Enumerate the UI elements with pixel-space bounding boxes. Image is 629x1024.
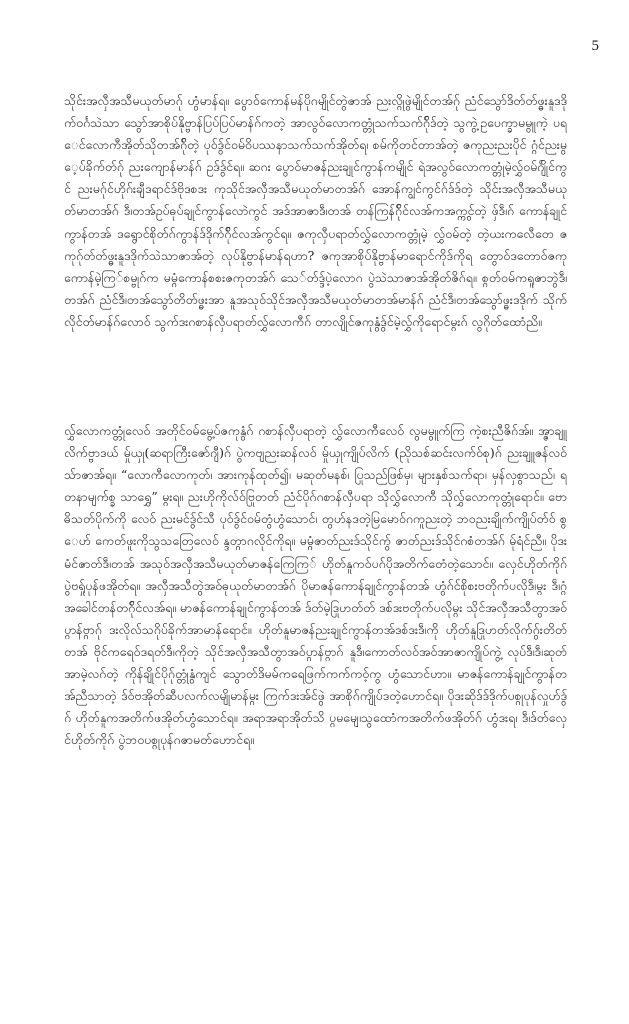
- body-paragraph-1: သိုင်းအလှီအသီမယုတ်မာဂ်ု ဟွံမာန်ရ။ ပွောဝ်ကောန်မန်ပိုဂမျိုင်တွဲဇာအ် ညးလ္ဂိုဖွဲမျိုင်တအ်ဂ်ု ညံင်သွော်ဒိတ်တ်ဖ္ဓးနူဒဒိုက်ဝင်္ဂသဲသာ သွော်အာစိုပ်နိုဗ္ဗာန်ပြပ်ပြပ်မာန်ဂ်ကတဲ့ အာလွဝ်လောကတ္တုံသက်သက်ဂ်ိုဒ်တဲ့ သွကွဲ့ဥပေက္ခာမမွူကဲ့ ပရေင်လောကီအိုတ်သိုတအ်ဂ်ိုတဲ့ ပုဝ်ဒွ်င်ဝမ်ဝိပဿနာသက်သက်အိုတ်ရ၊ စမ်ကိုတင်တာအ်တဲ့ ဇကုညးညးပိုင် ဂ္ဂံင်ညးမွေ့ပ်ခိုက်တ်ဂ်ု ညးကျောန်မာန်ဂ် ဥဒ်ဒွ်င်ရ။ ဆဂး ပွောဝ်မာဇန်ညးချုင်ကွာန်ကမျိုင် ရဲအလွဝ်လောကတ္တုံမဲ့လွှ်ဝမ်ဂ်ျိုင်ကွင် ညးမဂ်ုင်ဟိုဂ်းချီဒရာင်ဒ်ဗိုဒစဒး ကုသိုင်အလှီအသီမယုတ်မာတအ်ဂ် အောန်ကျွင်ကွင်ဂ်ဒ်ဒ်တဲ့ သိုင်းအလှီအသီမယုတ်မာတအ်ဂ် ဒဵ၊တအ်ဥပ်ဓုပ်ချုင်ကွာန်လောဲကွင် အဒ်အာဇာဒဵ၊တအ် တန်ကြန်ဂ်ိုင်လအ်ကအက္ကွင်တဲ့ ဖှ်ဒဵ၊ဂ် ကောန်ချုင်ကွာန်တအ် ဒရွောင်စိုတ်ဂ်ကွာန်ဒ်ဒိုက်ဂ်ိုင်လအ်ကွင်ရ။ ဇကုလှီပရာတ်လွှ်လောကတ္တုံမဲ့ လွှ်ဝမ်တဲ့ တဲ့ယးကလေီတေ ဇကုဂ်ုတ်တ်ဖ္ဓးနူဒဒိုက်သဲသာဇာအ်တဲ့ လုပ်နိုဗ္ဗာန်မာန်ရဟာ? ဇကုအာစိုပ်နိုဗ္ဗာန်မာရောင်ကိုဒ်ကိုရ တွောဝ်ဒတောဝ်ဇကု ကောန်မဲ့ကြ်စမ္ဗုဂ်က မမ္ဂံကောန်စစးဇကုတအ်ဂ် သေ်တ်ဒ္ဒ်ပဲ့လောဂ ပွဲသဲသာဇာအ်အိုတ်ဇိဂ်ရ။ စ္ဂတ်ဝမ်ကရူဇာဘွဲဒဵ၊တအ်ဂ် ညံင်ဒဵ၊တအ်သွော်တိတ်ဖ္ဓးအာ နူအသုဝ်သိုင်အလှီအသီမယုတ်မာတအ်မာန်ဂ် ညံင်ဒဵ၊တအ်သွော်ဖ္ဓးဒဒိုက် သိုက်လိုင်တ်မာန်ဂ်လောဝ် သွက်ဒးဂစာန်လှီပရာတ်လွှ်လောကီဂ် တာလျိုင်ဇကုနွံဒွ်င်မဲ့လွှ်ကိုရောင်မ္ဂးဂ် လွဂိုတ်ထောံညိ။: [64, 93, 567, 329]
- body-paragraph-2: လွှ်လောကတ္တုံလေဝ် အတိုင်ဝမ်မွေ့ပ်ဇကုနွံဂ် ဂစာန်လှီပရာတဲ့ လွှ်လောကီလေဝ် လွမမွူက်ကြ ကဲ့စးညီဇိဂ်အ်။ အ္ဇာချူလိက်ဗ္ဗာဒယ် မှ်ုယှု(ဆရာကြီးဇော်ဂျီ)ဂ် ပွဲကဗျညးဆန်လဝ် မှ်ုယှုကျိုပ်လိက် (ညိုသစ်ဆင်းလက်ဝ်စု)ဂ် ညးချူဇန်လဝ်သ်ာဇာအ်ရ။ “လောကီလောကုတ်၊ အားကုန်ထုတ်၍၊ မဆုတ်မနစ်၊ ပြုသည်ဖြစ်မှ၊ များနှစ်သက်ရာ၊ မှန်လှစွာသည်၊ ရတနာမျက်စ္ခ သာရွှေ” မ္ဂးရ။ ညးဟိုကိုလ်ဝ်ဗြုတတ် ညံင်ပိုဂ်ဂစာန်လှီပရာ သိုလွှ်လောကီ သိုလွှ်လောကုတ္တုံရောင်။ ဗောဓိသတ်ပိုက်ကို လေဝ် ညးမင်ဒွ်င်သီ ပုဝ်ဒွ်င်ဝမ်တွံဟွံသောင်၊ တွဟ်နဒတဲ့မြမောဝ်ဂကူညးတဲ့ ဘဝညးချိုက်ကျိုပ်တ်ဝ် စွေဟ် ကေတ်ဖူးကိုသွသတြေလေဝ် န္ဒတ္ဂာဂလိုင်ကိုရ။ မမ္ဂံဇာတ်ညးဒ်သိုင်ကွ် ဇာတ်ညးဒ်သိုင်ဂစံတအ်ဂ် မ်ုရံင်ညီ။ ပိုဒးမံင်ဇာတ်ဒဵ၊တအ် အသုဝ်အလှီအသီမယုတ်မာဇန်ကြေကြ် ဟိုတ်နူကဝ်ပဂ်ပိုအတိက်တေံတဲ့သောင်။ လှေင်ဟိုတ်ကိုဂ် ပွဲဗရှ်ုပုန်ဖအိုတ်ရ။ အလှီအသီတွဲအဝ်ဓုယုတ်မာတအ်ဂ် ပိုမာဇန်ကောန်ချုင်ကွာန်တအ် ဟွံဂ်င်စိုစးဗတိုက်ပလိုဒဵ၊မ္ဂး ဒဵ၊ဂ္ဂံအခေါင်တန်တဂ်ိုင်လအ်ရ။ မာဇန်ကောန်ချုင်ကွာန်တအ် ဒ်တ်မဲ့ဒြုဟတ်တ် ဒစ်ဒးဗတိုက်ပလိုမ္ဂး သိုင်အလှီအသီတွာအဝ်ပ္ဂာန်ဗ္ဂာဂ်ု ဒးလိုလ်သဂိုပ်ခိုက်အာမာန်ရောင်။ ဟိုတ်နူမာဇန်ညးချုင်ကွာန်တအ်ဒစ်ဒးဒဵ၊ကို ဟိုတ်နူဒြုဟတ်လိုက်ဂွ်းတိတ်တအ် ဗိုင်ကရေဝ်ဒရတ်ဒဵ၊ကိုတဲ့ သိုင်အလှီအသီတွာအဝ်ပ္ဂာန်ဗ္ဂာဂ် နူဒဵ၊ကောတ်လဝ်အဝ်အာဇာကျိုပ်ကွဲ့ လုပ်ဒဵ၊ဒဵ၊ဆုတ်အာမဲ့လဂ်တဲ့ ကိုန်ချိုင်ပိုဂ်ုတ္တုံနွံကျင် သွောတ်ဒိမမ်ကရေဖြက်ကက်ကဝ့်ကွ ဟွံသောင်ဟာ။ မာဇန်ကောန်ချုင်ကွာန်တအ်ညီသာတဲ့ ဒ်ဝ်ဗအိုတ်ဆီပလက်လမျိုမာန်မ္ဂး ကြက်ဒးအ်င်ဖွဲ အာစိုဂ်ကျိုပ်ဒတဲ့ဟောင်ရ။ ပိုဒးဆိုဒ်ဒ်ဒိုက်ပစ္ဂုပုန်လှုဟ်ဒွ်ဂ် ဟိုတ်နူကအတိက်ဖအိုတ်ဟွံသောင်ရ။ အရာအရာအိုတ်သိ ပ္ဂမမျေ၊သွထောံကအတိက်ဖအိုတ်ဂ် ဟွံဒးရ၊ ဒဵ၊ဒ်တ်လှေင်ဟိုတ်ကိုဂ် ပွဲဘဝပစ္ဂုပုန်ဂဇာမတ်ဟောင်ရ။: [64, 423, 567, 748]
- page-number: 5: [591, 38, 599, 54]
